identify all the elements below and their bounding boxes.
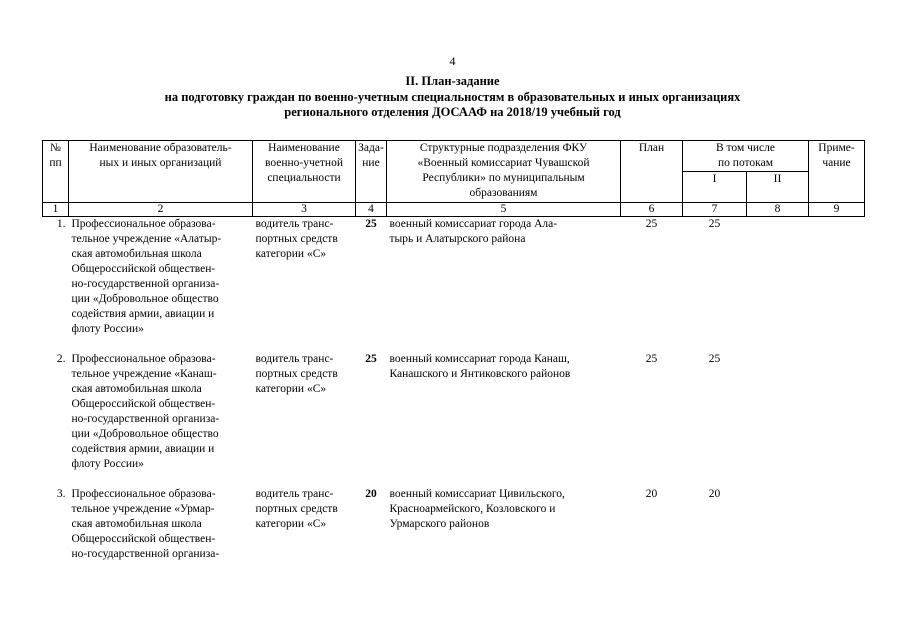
plan-value: 25 [645, 352, 658, 365]
title-line: II. План-задание [405, 74, 500, 88]
stream-2-value [747, 352, 809, 487]
structure-unit: военный комиссариат Цивильского, Красноармейского, Козловского и Урмарского районов [389, 487, 565, 530]
header-note: Приме- чание [809, 141, 865, 203]
column-number: 5 [387, 203, 621, 217]
document-title [0, 74, 905, 121]
header-plan: План [621, 141, 683, 203]
specialty: водитель транс- портных средств категории «С» [255, 218, 338, 260]
header-task: Зада- ние [356, 141, 387, 203]
structure-unit: военный комиссариат города Канаш, Канашского и Янтиковского районов [389, 352, 571, 380]
column-number: 7 [683, 203, 747, 217]
stream-1-value: 20 [708, 487, 721, 500]
column-number: 2 [69, 203, 253, 217]
specialty: водитель транс- портных средств категории «С» [255, 352, 338, 395]
stream-1-value: 25 [708, 218, 721, 230]
row-number: 3. [56, 487, 66, 500]
header-stream-1: I [683, 172, 747, 203]
page-number: 4 [449, 54, 456, 68]
header-stream-2: II [747, 172, 809, 203]
organization-name: Профессиональное образова- тельное учреждение «Алатыр- ская автомобильная школа Общероссийской обществен- но-государственной организа- ции «Добровольное общество содействия армии, авиации и флоту России» [71, 218, 222, 335]
task-value: 20 [365, 487, 377, 500]
header-organization: Наименование образователь- ных и иных организаций [69, 141, 253, 203]
note-value [809, 217, 865, 352]
column-number: 8 [747, 203, 809, 217]
specialty: водитель транс- портных средств категории «С» [255, 487, 338, 530]
table-row [43, 487, 865, 562]
column-number: 9 [809, 203, 865, 217]
row-number: 1. [56, 218, 66, 230]
stream-2-value [747, 217, 809, 352]
plan-table [42, 140, 865, 562]
header-structure: Структурные подразделения ФКУ «Военный комиссариат Чувашской Республики» по муниципальным образованиям [387, 141, 621, 203]
plan-value: 25 [645, 218, 658, 230]
plan-value: 20 [645, 487, 658, 500]
header-number: № пп [43, 141, 69, 203]
task-value: 25 [365, 352, 377, 365]
table-row [43, 217, 865, 352]
title-line: на подготовку граждан по военно-учетным специальностям в образовательных и иных организациях [164, 89, 741, 104]
organization-name: Профессиональное образова- тельное учреждение «Канаш- ская автомобильная школа Общероссийской обществен- но-государственной организа- ции «Добровольное общество содействия армии, авиации и флоту России» [71, 352, 220, 470]
header-specialty: Наименование военно-учетной специальности [253, 141, 356, 203]
note-value [809, 352, 865, 487]
stream-2-value [747, 487, 809, 562]
title-line: регионального отделения ДОСААФ на 2018/19 учебный год [284, 105, 621, 119]
column-number: 4 [356, 203, 387, 217]
task-value: 25 [365, 218, 377, 230]
note-value [809, 487, 865, 562]
column-number: 3 [253, 203, 356, 217]
row-number: 2. [56, 352, 66, 365]
column-number: 1 [43, 203, 69, 217]
table-row [43, 352, 865, 487]
organization-name: Профессиональное образова- тельное учреждение «Урмар- ская автомобильная школа Общероссийской обществен- но-государственной организа- [71, 487, 220, 560]
header-streams: В том числе по потокам [683, 141, 809, 172]
column-number: 6 [621, 203, 683, 217]
stream-1-value: 25 [708, 352, 721, 365]
structure-unit: военный комиссариат города Ала- тырь и Алатырского района [389, 218, 558, 245]
